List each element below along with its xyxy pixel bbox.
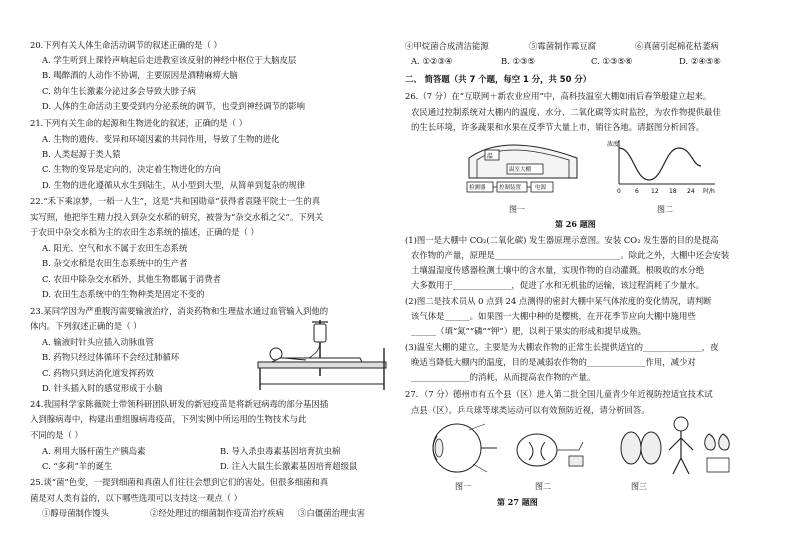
concentration-graph	[605, 136, 725, 196]
q24-stem-line: 不同的是（ ）	[30, 430, 83, 440]
q22-stem-line: 22.“禾下乘凉梦，一稻一人生”，这是“共和国勋章”获得者袁隆平院士一生的真	[30, 196, 321, 206]
q26-sub-line: (3)温室大棚的建立，主要是为大棚农作物的正常生长提供适宜的______________，夜	[405, 342, 719, 352]
q26-sub-line: 土壤温湿度传感器检测土壤中的含水量，实现作物的自动灌溉。根吸收的水分绝	[411, 265, 705, 275]
q27-stem-line: 点县（区）。乒乓球等球类运动可以有效预防近视，请分析回答。	[411, 405, 650, 415]
q21-option-a: A. 生物的遗传、变异和环境因素的共同作用，导致了生物的进化	[42, 134, 280, 144]
q21-option-d: D. 生物的进化遵循从水生到陆生，从小型到大型，从简单到复杂的规律	[42, 180, 305, 190]
q23-option-b: B. 药物只经过体循环不会经过肺循环	[42, 352, 180, 362]
q25-item: ①醇母菌制作馒头	[42, 508, 109, 518]
x-tick: 6	[635, 188, 639, 195]
q25-option-b: B. ①③⑤	[501, 56, 536, 66]
q26-figure-title: 第 26 题图	[555, 219, 596, 229]
q23-option-c: C. 药物只到达消化道发挥药效	[42, 368, 154, 378]
q26-stem-line: 26.（7 分）在“互联网＋新农业应用”中，高科技温室大棚如雨后春笋般建立起来。	[405, 91, 712, 101]
eye-diagram	[419, 420, 499, 478]
x-tick: 24	[687, 188, 695, 195]
q20-stem: 20.下列有关人体生命活动调节的叙述正确的是（ ）	[30, 40, 222, 50]
detector-label: 检测器	[469, 185, 486, 191]
human-organs-diagram	[611, 414, 741, 478]
spinal-cord-diagram	[509, 420, 589, 478]
x-tick: 12	[651, 188, 659, 195]
q26-sub-line: (2)图二是技术员从 0 点到 24 点测得的密封大棚中某气体浓度的变化情况，请判断	[405, 296, 712, 306]
fig2-caption: 图二	[657, 205, 673, 214]
q24-option-d: D. 注入大鼠生长激素基因培育超级鼠	[220, 461, 358, 471]
q26-sub-line: 该气体是______。如果图一大棚中种的是樱桃，在开花季节应向大棚中施用些	[411, 311, 696, 321]
greenhouse-label: 温室大棚	[509, 167, 532, 173]
q25-item: ⑤霉菌制作霉豆腐	[529, 41, 596, 51]
control-device-label: 控制装置	[499, 185, 522, 191]
x-unit: 时/h	[703, 188, 715, 195]
q26-sub-line: ______（填“氮”“磷”“钾”）肥，以利于果实的形成和提早成熟。	[411, 326, 647, 336]
fig1-caption: 图一	[509, 205, 525, 214]
q20-option-d: D. 人体的生命活动主要受到内分泌系统的调节，也受到神经调节的影响	[42, 101, 305, 111]
q26-stem-line: 农民通过控制系统对大棚内的温度、水分、二氧化碳等实时监控，为农作物提供最佳	[411, 107, 721, 117]
q24-stem-line: 24.我国科学家陈薇院士带领科研团队研发的新冠疫苗是将新冠病毒的部分基因插	[30, 399, 329, 409]
q20-option-c: C. 幼年生长激素分泌过多会导致大脖子病	[42, 86, 196, 96]
q25-item: ③白僵菌治理虫害	[298, 508, 365, 518]
q20-option-b: B. 喝醉酒的人动作不协调，主要原因是酒精麻痹大脑	[42, 70, 238, 80]
q26-sub-line: 大多数用于______________，促进了水和无机盐的运输，该过程消耗了少量水。	[411, 280, 705, 290]
q20-option-a: A. 学生听到上课铃声响起后走进教室该反射的神经中枢位于大脑皮层	[42, 55, 297, 65]
q26-sub-line: ______________的消耗，从而提高农作物的产量。	[411, 372, 596, 382]
x-tick: 18	[669, 188, 677, 195]
q27-fig3-caption: 图三	[631, 482, 647, 491]
section-heading: 二、 简答题（共 7 个题，每空 1 分，共 50 分）	[405, 74, 592, 84]
q25-option-d: D. ②④⑤⑥	[679, 56, 721, 66]
sensor-label: 温	[487, 153, 494, 160]
q25-stem-line: 菌是对人类有益的，以下哪些选项可以支持这一观点（ ）	[30, 493, 243, 503]
q23-option-a: A. 输液时针头应插入动脉血管	[42, 337, 154, 347]
q27-fig2-caption: 图二	[535, 482, 551, 491]
q25-item: ④甲烷菌合成清洁能源	[405, 41, 489, 51]
q25-stem-line: 25.谈“菌”色变，一提到细菌和真菌人们往往会想到它们的害处。但很多细菌和真	[30, 477, 329, 487]
iv-drip-illustration	[250, 318, 390, 392]
greenhouse-diagram	[465, 136, 585, 198]
y-axis-label: 浓度	[607, 141, 620, 148]
q21-option-b: B. 人类起源于类人猿	[42, 149, 121, 159]
q23-option-d: D. 针头插入时的感觉形成于小脑	[42, 383, 163, 393]
q25-option-c: C. ①③⑤⑥	[591, 56, 633, 66]
q23-stem-line: 体内。下列叙述正确的是（ ）	[30, 321, 142, 331]
q27-stem-line: 27．（7 分）德州市有五个县（区）进入第二批全国儿童青少年近视防控适宜技术试	[405, 389, 713, 399]
q26-sub-line: 农作物的产量，原理是______________________________。除此之外，大棚中还会安装	[411, 250, 730, 260]
q22-option-d: D. 农田生态系统中的生物种类是固定不变的	[42, 289, 205, 299]
q21-stem: 21.下列有关生命的起源和生物进化的叙述，正确的是（ ）	[30, 118, 247, 128]
q25-item: ⑥真菌引起棉花枯萎病	[635, 41, 719, 51]
q22-option-c: C. 农田中除杂交水稻外，其他生物都属于消费者	[42, 274, 221, 284]
q26-sub-line: (1)图一是大棚中 CO₂(二氧化碳) 发生器原理示意图。安装 CO₂ 发生器的目的是提高	[405, 235, 719, 245]
q25-item: ②经处理过的细菌制作疫苗治疗疾病	[150, 508, 284, 518]
q24-stem-line: 入到腺病毒中，构建出重组腺病毒疫苗，下列实例中所运用的生物技术与此	[30, 414, 307, 424]
q23-stem-line: 23.某同学因为严重腹泻需要输液治疗，消炎药物和生理盐水通过血管输入到他的	[30, 306, 329, 316]
q22-option-b: B. 杂交水稻是农田生态系统中的生产者	[42, 258, 188, 268]
q22-option-a: A. 阳光、空气和水不属于农田生态系统	[42, 243, 188, 253]
q22-stem-line: 实写照，他把毕生精力投入到杂交水稻的研究，被誉为“杂交水稻之父”。下列关	[30, 212, 324, 222]
q26-sub-line: 晚适当降低大棚内的温度，目的是减弱农作物的______________作用，减少对	[411, 357, 696, 367]
q25-option-a: A. ①②③④	[411, 56, 453, 66]
q22-stem-line: 于农田中杂交水稻为主的农田生态系统的描述，正确的是（ ）	[30, 227, 259, 237]
q21-option-c: C. 生物的变异是定向的，决定着生物进化的方向	[42, 164, 221, 174]
q24-option-c: C. “多莉”羊的诞生	[42, 461, 113, 471]
power-label: 电源	[535, 185, 547, 191]
q27-fig1-caption: 图一	[455, 482, 471, 491]
q26-stem-line: 的生长环境，许多蔬果和水果在反季节大量上市，销往各地。请据图分析回答。	[411, 122, 705, 132]
x-tick: 0	[617, 188, 621, 195]
q27-figure-title: 第 27 题图	[497, 497, 538, 507]
q24-option-b: B. 导入杀虫毒素基因培育抗虫棉	[220, 446, 341, 456]
q24-option-a: A. 利用大肠杆菌生产胰岛素	[42, 446, 146, 456]
